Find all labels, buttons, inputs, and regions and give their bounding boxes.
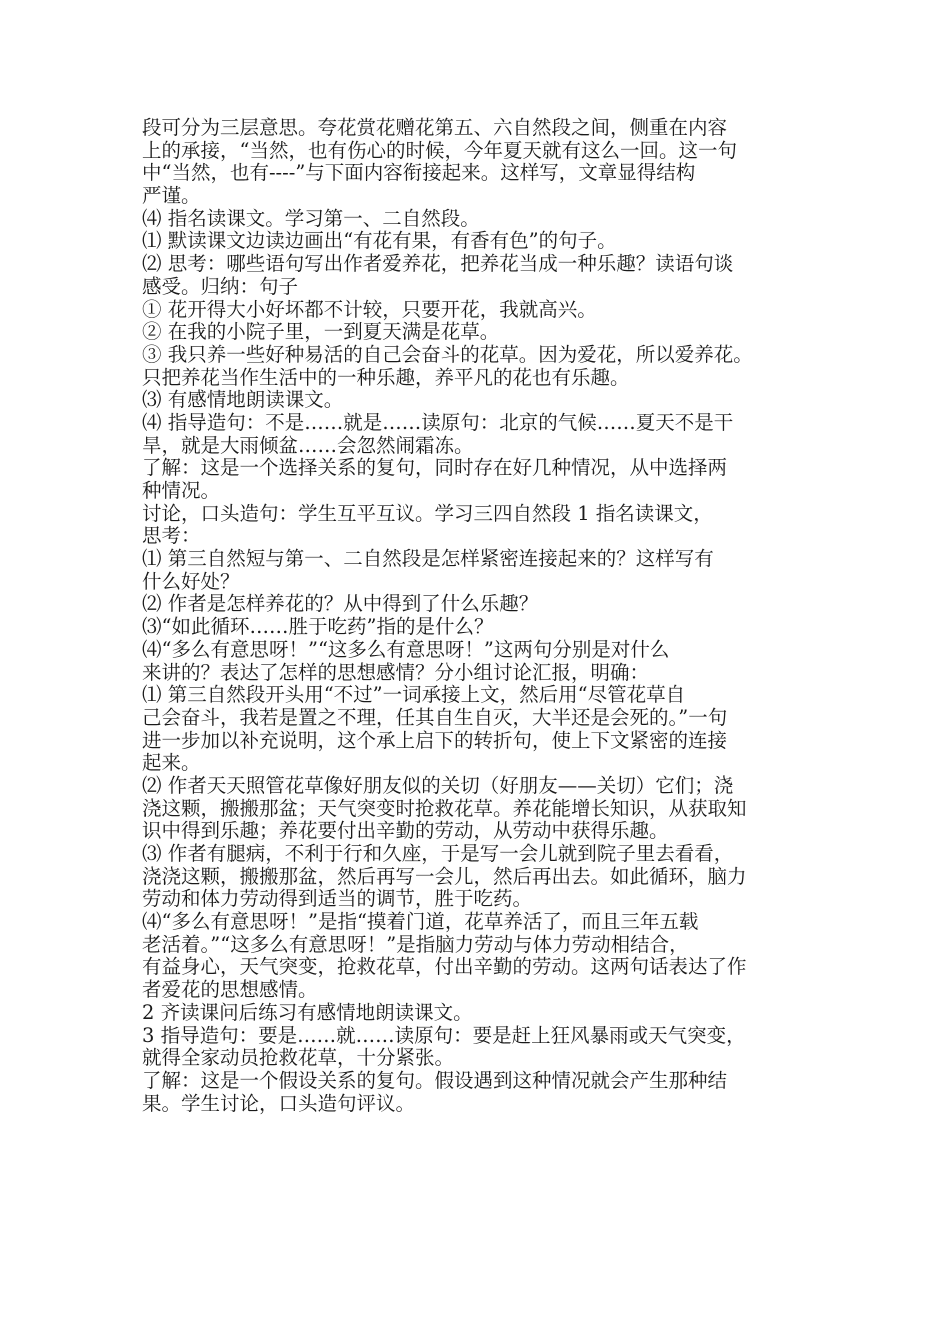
text-line: 种情况。 [142, 479, 221, 502]
text-line: 进一步加以补充说明，这个承上启下的转折句，使上下文紧密的连接 [142, 728, 728, 752]
text-line: 3 指导造句：要是……就……读原句：要是赶上狂风暴雨或天气突变， [142, 1023, 746, 1047]
text-line: 只把养花当作生活中的一种乐趣，养平凡的花也有乐趣。 [142, 365, 630, 389]
text-line: 中“当然，也有----”与下面内容衔接起来。这样写，文章显得结构 [142, 161, 696, 185]
text-line: 者爱花的思想感情。 [142, 978, 318, 1002]
text-line: 就得全家动员抢救花草，十分紧张。 [142, 1046, 455, 1070]
text-line: 感受。归纳：句子 [142, 274, 299, 298]
text-line: 段可分为三层意思。夸花赏花赠花第五、六自然段之间，侧重在内容 [142, 116, 728, 139]
text-line: 旱，就是大雨倾盆……会忽然闹霜冻。 [142, 433, 474, 457]
text-line: 了解：这是一个选择关系的复句，同时存在好几种情况，从中选择两 [142, 456, 728, 480]
text-line: ⑷ 指导造句：不是……就是……读原句：北京的气候……夏天不是干 [142, 410, 734, 434]
text-line: ⑷ 指名读课文。学习第一、二自然段。 [142, 206, 480, 230]
text-line: 严谨。 [142, 184, 201, 208]
text-line: ② 在我的小院子里，一到夏天满是花草。 [142, 320, 500, 344]
text-line: ⑵ 作者是怎样养花的？从中得到了什么乐趣？ [142, 592, 539, 616]
text-line: 浇浇这颗，搬搬那盆，然后再写一会儿，然后再出去。如此循环，脑力 [142, 864, 747, 888]
text-line: 劳动和体力劳动得到适当的调节，胜于吃药。 [142, 887, 533, 911]
text-line: 来讲的？表达了怎样的思想感情？分小组讨论汇报，明确： [142, 660, 650, 684]
text-line: 2 齐读课问后练习有感情地朗读课文。 [142, 1000, 473, 1024]
text-line: 浇这颗，搬搬那盆；天气突变时抢救花草。养花能增长知识，从获取知 [142, 796, 747, 820]
text-line: ⑴ 第三自然短与第一、二自然段是怎样紧密连接起来的？这样写有 [142, 547, 714, 571]
text-line: ⑵ 思考：哪些语句写出作者爱养花，把养花当成一种乐趣？读语句谈 [142, 252, 734, 276]
text-line: ⑴ 默读课文边读边画出“有花有果，有香有色”的句子。 [142, 229, 617, 253]
text-line: 思考： [142, 524, 201, 548]
text-line: 有益身心，天气突变，抢救花草，付出辛勤的劳动。这两句话表达了作 [142, 955, 747, 979]
text-line: 识中得到乐趣；养花要付出辛勤的劳动，从劳动中获得乐趣。 [142, 819, 669, 843]
text-line: 上的承接，“当然，也有伤心的时候，今年夏天就有这么一回。这一句 [142, 138, 737, 162]
text-line: ⑶ 作者有腿病，不利于行和久座，于是写一会儿就到院子里去看看， [142, 842, 734, 865]
document-body [142, 117, 832, 1115]
text-line: 己会奋斗，我若是置之不理，任其自生自灭，大半还是会死的。”一句 [142, 705, 728, 729]
text-line: ① 花开得大小好坏都不计较，只要开花，我就高兴。 [142, 297, 597, 321]
text-line: ⑴ 第三自然段开头用“不过”一词承接上文，然后用“尽管花草自 [142, 683, 686, 707]
text-line: ⑶ 有感情地朗读课文。 [142, 388, 344, 412]
text-line: 起来。 [142, 751, 201, 775]
text-line: ⑷“多么有意思呀！”是指“摸着门道，花草养活了，而且三年五载 [142, 910, 699, 934]
text-line: 什么好处？ [142, 569, 240, 593]
text-line: 讨论，口头造句：学生互平互议。学习三四自然段 1 指名读课文， [142, 501, 713, 525]
text-line: ⑶“如此循环……胜于吃药”指的是什么？ [142, 615, 494, 639]
text-line: ③ 我只养一些好种易活的自己会奋斗的花草。因为爱花，所以爱养花。 [142, 342, 753, 366]
text-line: ⑵ 作者天天照管花草像好朋友似的关切（好朋友——关切）它们；浇 [142, 773, 734, 797]
text-line: 果。学生讨论，口头造句评议。 [142, 1091, 416, 1115]
text-line: ⑷“多么有意思呀！”“这多么有意思呀！”这两句分别是对什么 [142, 637, 670, 661]
text-line: 老活着。”“这多么有意思呀！”是指脑力劳动与体力劳动相结合， [142, 932, 689, 956]
text-line: 了解：这是一个假设关系的复句。假设遇到这种情况就会产生那种结 [142, 1068, 728, 1092]
